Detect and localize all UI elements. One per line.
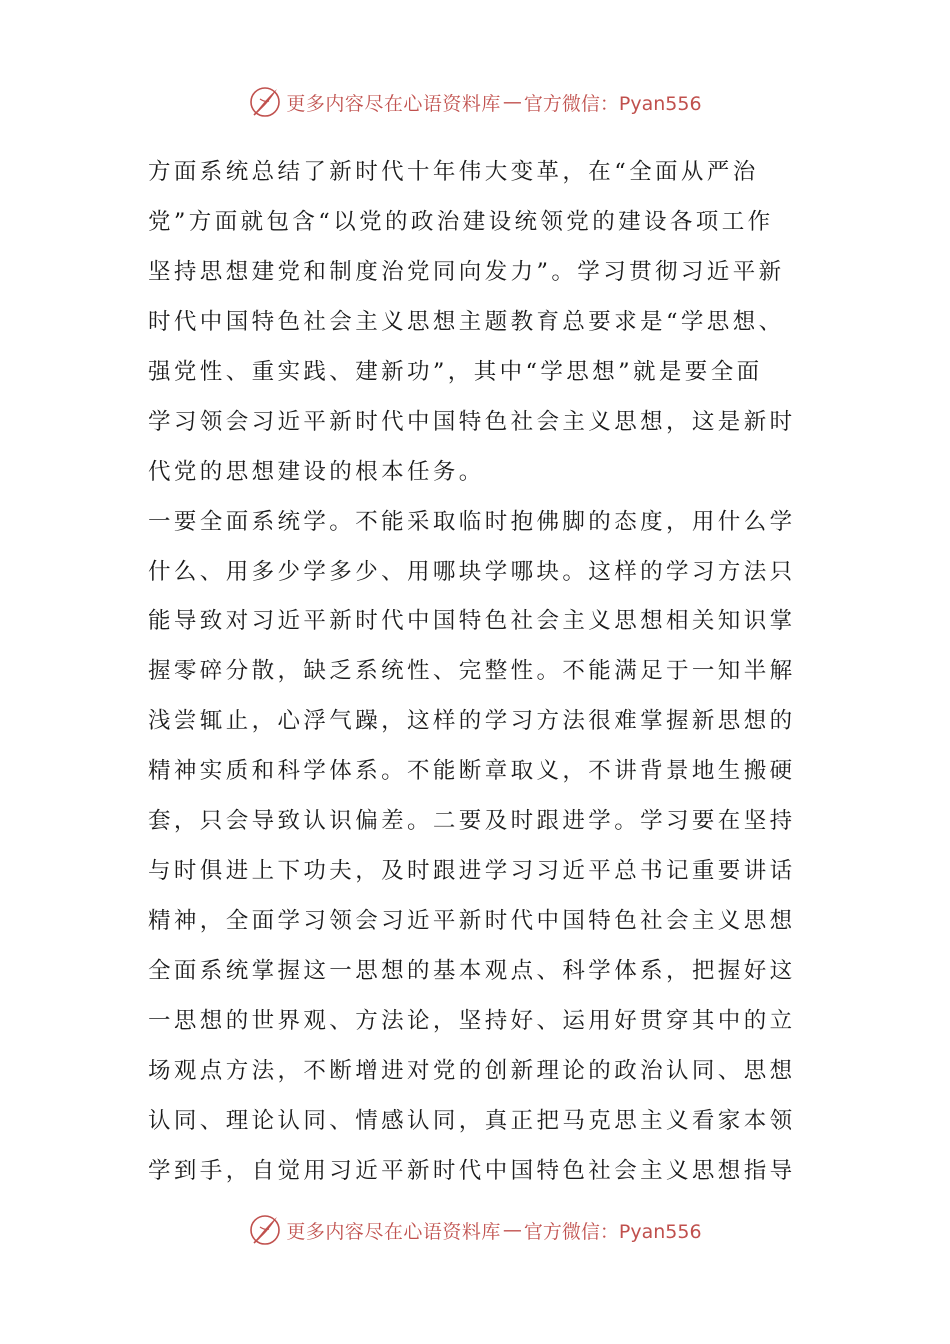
body-line: 一思想的世界观、方法论，坚持好、运用好贯穿其中的立 [148, 1007, 796, 1034]
body-line: 全面系统掌握这一思想的基本观点、科学体系，把握好这 [148, 958, 796, 984]
body-line: 方面系统总结了新时代十年伟大变革，在“全面从严治 [148, 159, 759, 185]
body-line: 场观点方法，不断增进对党的创新理论的政治认同、思想 [148, 1057, 796, 1084]
body-line: 时代中国特色社会主义思想主题教育总要求是“学思想、 [148, 308, 785, 335]
quill-pen-logo-icon [248, 85, 282, 119]
body-line: 套，只会导致认识偏差。二要及时跟进学。学习要在坚持 [148, 808, 796, 835]
watermark-dash: — [502, 91, 522, 113]
body-line: 精神实质和科学体系。不能断章取义，不讲背景地生搬硬 [148, 758, 796, 785]
watermark-dash: — [502, 1219, 522, 1241]
header-watermark [0, 82, 950, 122]
body-line: 党”方面就包含“以党的政治建设统领党的建设各项工作 [148, 208, 774, 235]
body-line: 与时俱进上下功夫，及时跟进学习习近平总书记重要讲话 [148, 858, 796, 885]
footer-watermark [0, 1210, 950, 1250]
body-line: 握零碎分散，缺乏系统性、完整性。不能满足于一知半解 [148, 658, 796, 685]
watermark-contact: 官方微信：Pyan556 [523, 1220, 702, 1243]
body-line: 学习领会习近平新时代中国特色社会主义思想，这是新时 [148, 408, 796, 435]
body-line: 坚持思想建党和制度治党同向发力”。学习贯彻习近平新 [148, 258, 785, 285]
body-line: 代党的思想建设的根本任务。 [148, 458, 485, 485]
document-body [148, 148, 804, 1197]
quill-pen-logo-icon [248, 1213, 282, 1247]
body-line: 浅尝辄止，心浮气躁，这样的学习方法很难掌握新思想的 [148, 708, 796, 735]
body-line: 精神，全面学习领会习近平新时代中国特色社会主义思想 [148, 908, 796, 935]
body-line: 强党性、重实践、建新功”，其中“学思想”就是要全面 [148, 358, 763, 385]
watermark-title: 更多内容尽在心语资料库 [286, 1220, 501, 1243]
body-line: 一要全面系统学。不能采取临时抱佛脚的态度，用什么学 [148, 508, 796, 535]
body-line: 认同、理论认同、情感认同，真正把马克思主义看家本领 [148, 1107, 796, 1134]
watermark-contact: 官方微信：Pyan556 [523, 92, 702, 115]
body-line: 能导致对习近平新时代中国特色社会主义思想相关知识掌 [148, 608, 796, 635]
body-line: 什么、用多少学多少、用哪块学哪块。这样的学习方法只 [148, 558, 796, 585]
body-line: 学到手，自觉用习近平新时代中国特色社会主义思想指导 [148, 1157, 796, 1184]
watermark-title: 更多内容尽在心语资料库 [286, 92, 501, 115]
